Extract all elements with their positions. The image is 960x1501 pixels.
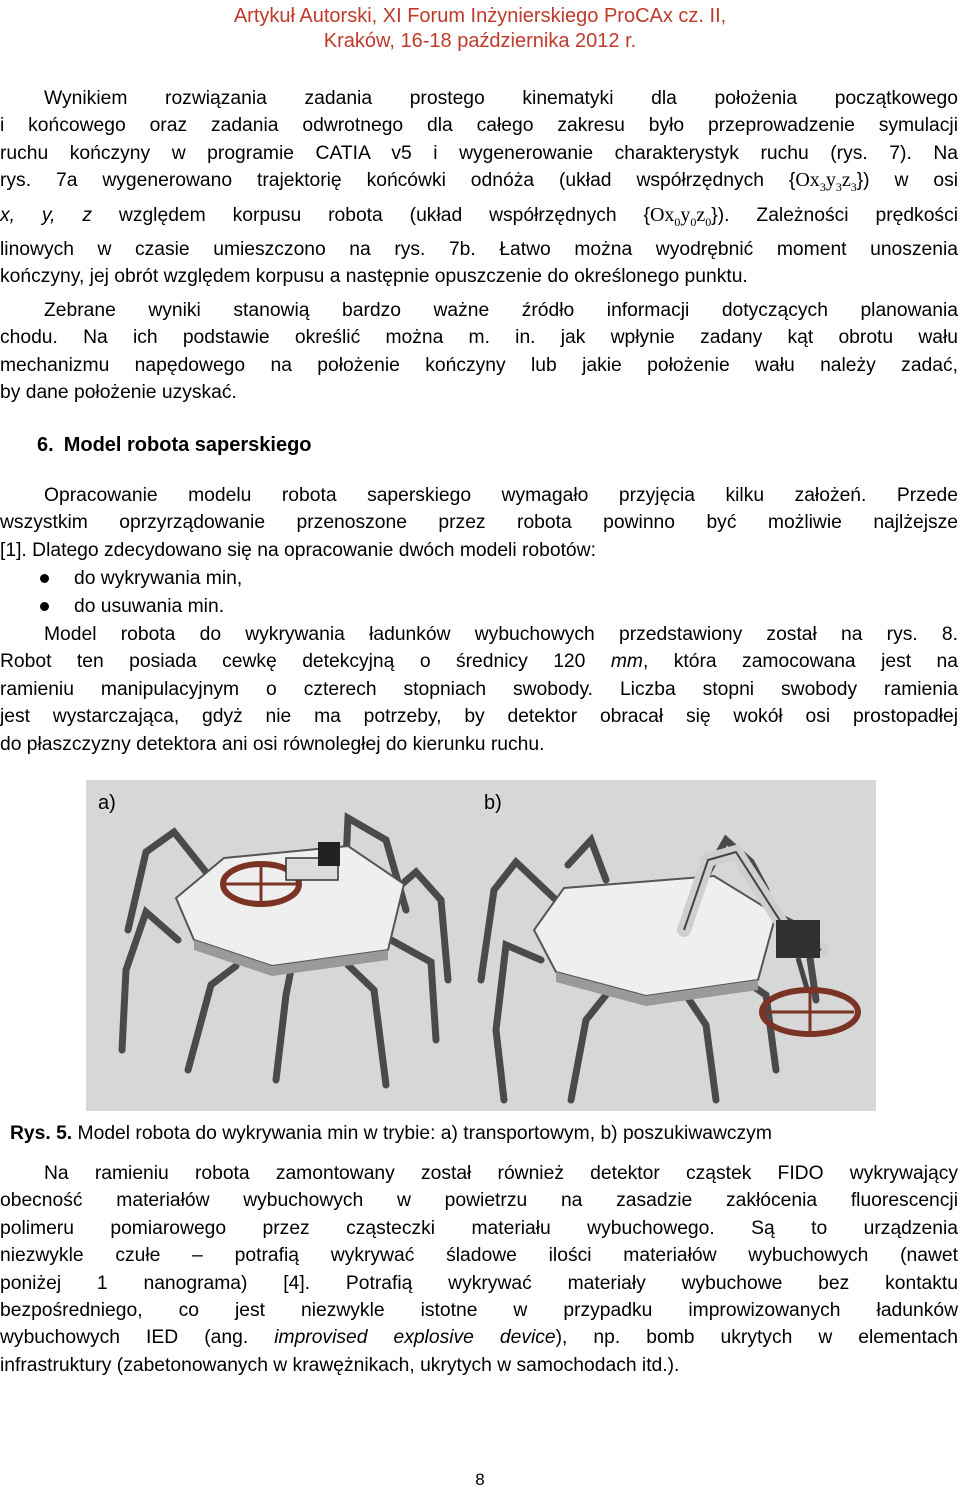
text-line: [1]. Dlatego zdecydowano się na opracowanie dwóch modeli robotów: — [0, 539, 596, 561]
robot-figure — [86, 780, 876, 1111]
bullet-item: do wykrywania min, — [0, 565, 242, 593]
math-subscript: 3 — [819, 180, 826, 195]
caption-prefix: Rys. 5. — [10, 1123, 73, 1144]
math-subscript: 3 — [835, 180, 842, 195]
text-line: Opracowanie modelu robota saperskiego wymagało przyjęcia kilku założeń. Przede — [44, 485, 958, 506]
text-line: ruchu kończyny w programie CATIA v5 i wygenerowanie charakterystyk ruchu (rys. 7). Na — [0, 142, 958, 164]
text-line: do płaszczyzny detektora ani osi równoległej do kierunku ruchu. — [0, 733, 545, 755]
bullet-item: do usuwania min. — [0, 593, 242, 621]
bullet-list — [0, 565, 242, 621]
math-subscript: 0 — [674, 214, 681, 229]
text-line: mechanizmu napędowego na położenie kończyny lub jakie położenie wału należy zadać, — [0, 354, 958, 376]
coordinate-frame-0 — [649, 203, 712, 229]
header-line-2: Kraków, 16-18 października 2012 r. — [323, 30, 637, 52]
coordinate-frame-3 — [795, 169, 857, 195]
italic-term: improvised explosive device — [274, 1327, 556, 1349]
text-line-with-math — [0, 202, 958, 236]
robot-illustration — [86, 780, 876, 1111]
robot-a-transport — [122, 818, 448, 1085]
text-line: Model robota do wykrywania ładunków wybuchowych przedstawiony został na rys. 8. — [44, 624, 958, 645]
text-fragment: ), np. bomb ukrytych w elementach — [555, 1327, 958, 1349]
text-fragment: }). Zależności prędkości — [711, 204, 958, 226]
text-fragment: }) w osi — [856, 170, 958, 192]
text-line: ramieniu manipulacyjnym o czterech stopniach swobody. Liczba stopni swobody ramienia — [0, 678, 958, 700]
math-symbol: y — [680, 203, 691, 226]
text-line: Wynikiem rozwiązania zadania prostego kinematyki dla położenia początkowego — [44, 88, 958, 109]
text-line: chodu. Na ich podstawie określić można m. in. jak wpłynie zadany kąt obrotu wału — [0, 327, 958, 349]
text-line: bezpośredniego, co jest niezwykle istotne w przypadku improwizowanych ładunków — [0, 1300, 958, 1322]
italic-axes: x, y, z — [0, 204, 92, 226]
math-symbol: z — [696, 203, 706, 226]
text-line: kończyny, jej obrót względem korpusu a następnie opuszczenie do określonego punktu. — [0, 266, 748, 288]
text-fragment: względem korpusu robota (układ współrzędnych { — [92, 204, 650, 226]
math-subscript: 0 — [690, 214, 697, 229]
text-line: by dane położenie uzyskać. — [0, 382, 237, 404]
figure-label-a: a) — [98, 792, 116, 814]
text-fragment: Robot ten posiada cewkę detekcyjną o średnicy 120 — [0, 651, 611, 673]
page-header — [0, 4, 960, 54]
paragraph-assumptions — [0, 482, 958, 564]
section-number: 6. — [37, 434, 54, 456]
text-line: niezwykle czułe – potrafią wykrywać śladowe ilości materiałów wybuchowych (nawet — [0, 1245, 958, 1267]
paragraph-results — [0, 297, 958, 407]
text-line: wszystkim oprzyrządowanie przenoszone przez robota powinno być możliwie najlżejsze — [0, 512, 958, 534]
text-fragment: , która zamocowana jest na — [642, 651, 958, 673]
text-line — [0, 648, 958, 675]
text-line: infrastruktury (zabetonowanych w krawężnikach, ukrytych w samochodach itd.). — [0, 1354, 680, 1376]
text-line: jest wystarczająca, gdyż nie ma potrzeby, by detektor obracał się wokół osi prostopadłej — [0, 706, 958, 728]
header-line-1: Artykuł Autorski, XI Forum Inżynierskiego ProCAx cz. II, — [233, 5, 727, 27]
text-line: obecność materiałów wybuchowych w powietrzu na zasadzie zakłócenia fluorescencji — [0, 1190, 958, 1212]
section-title: Model robota saperskiego — [63, 434, 312, 456]
text-line: i końcowego oraz zadania odwrotnego dla całego zakresu było przeprowadzenie symulacji — [0, 115, 958, 137]
paragraph-fido-detector — [0, 1160, 958, 1379]
robot-a-arm-joint — [318, 842, 340, 866]
math-symbol: z — [841, 169, 851, 192]
italic-unit: mm — [610, 651, 643, 673]
caption-text: Model robota do wykrywania min w trybie: a) transportowym, b) poszukiwawczym — [72, 1123, 772, 1144]
text-fragment: rys. 7a wygenerowano trajektorię końcówki odnóża (układ współrzędnych { — [0, 170, 796, 192]
robot-b-coil-mount — [798, 958, 808, 992]
text-line: Zebrane wyniki stanowią bardzo ważne źródło informacji dotyczących planowania — [44, 300, 958, 321]
robot-b-wrist — [776, 920, 820, 958]
text-line: linowych w czasie umieszczono na rys. 7b. Łatwo można wyodrębnić moment unoszenia — [0, 239, 958, 261]
page-number: 8 — [475, 1470, 485, 1489]
math-symbol: Ox — [795, 169, 820, 192]
text-line: poniżej 1 nanograma) [4]. Potrafią wykrywać materiały wybuchowe bez kontaktu — [0, 1272, 958, 1294]
robot-b-search — [481, 840, 858, 1100]
text-line-with-math — [0, 167, 958, 201]
text-line — [0, 1324, 958, 1351]
paragraph-simulation — [0, 85, 958, 291]
math-subscript: 0 — [705, 214, 712, 229]
math-subscript: 3 — [850, 180, 857, 195]
section-heading — [37, 434, 312, 457]
figure-caption — [10, 1123, 772, 1145]
paragraph-detector-robot — [0, 621, 958, 758]
text-line: Na ramieniu robota zamontowany został również detektor cząstek FIDO wykrywający — [44, 1163, 958, 1184]
text-line: polimeru pomiarowego przez cząsteczki materiału wybuchowego. Są to urządzenia — [0, 1217, 958, 1239]
text-fragment: wybuchowych IED (ang. — [0, 1327, 275, 1349]
math-symbol: Ox — [649, 203, 675, 226]
figure-label-b: b) — [484, 792, 502, 814]
math-symbol: y — [825, 169, 836, 192]
